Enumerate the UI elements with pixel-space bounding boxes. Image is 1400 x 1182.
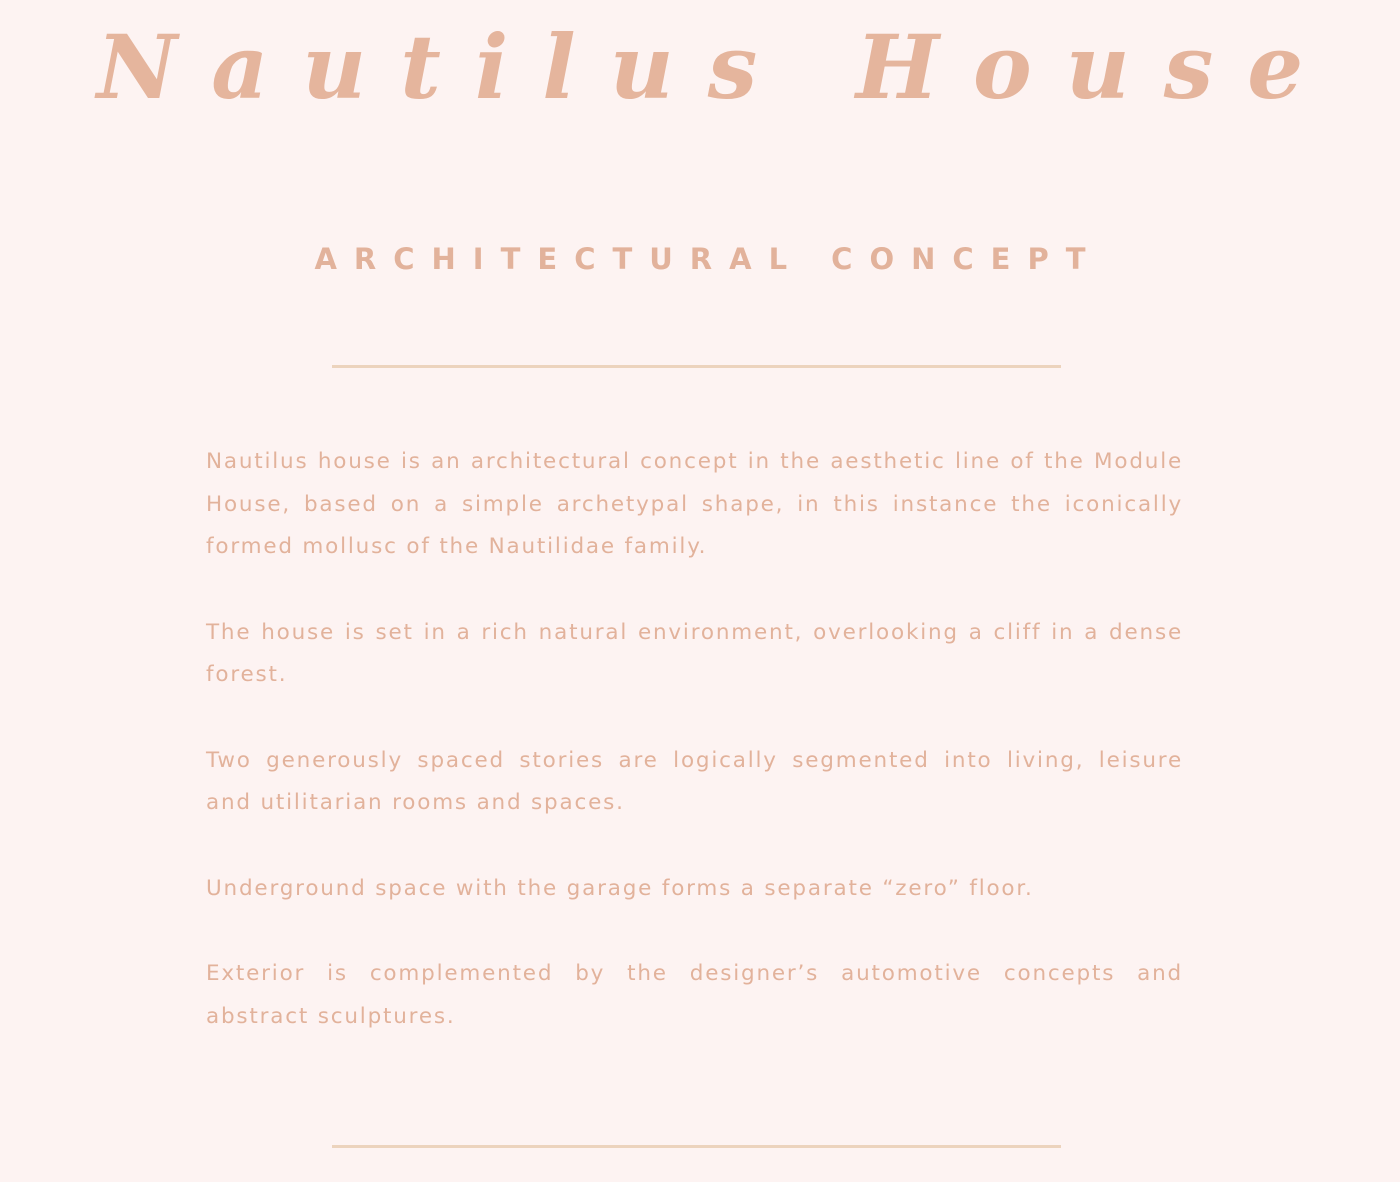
bottom-divider	[332, 1145, 1061, 1148]
body-text	[206, 441, 1183, 1038]
section-heading: ARCHITECTURAL CONCEPT	[314, 242, 1103, 276]
paragraph-underground: Underground space with the garage forms a separate “zero” floor.	[206, 875, 1034, 901]
paragraph-exterior: Exterior is complemented by the designer’s automotive concepts and abstract sculptures.	[206, 961, 1183, 1029]
paragraph-stories: Two generously spaced stories are logically segmented into living, leisure and utilitarian rooms and spaces.	[206, 747, 1183, 815]
paragraph-intro: Nautilus house is an architectural concept in the aesthetic line of the Module House, based on a simple archetypal shape, in this instance the iconically formed mollusc of the Nautilidae family.	[206, 449, 1183, 559]
top-divider	[332, 365, 1061, 368]
page-title: Nautilus House	[96, 15, 1338, 119]
paragraph-setting: The house is set in a rich natural environment, overlooking a cliff in a dense forest.	[206, 619, 1183, 687]
